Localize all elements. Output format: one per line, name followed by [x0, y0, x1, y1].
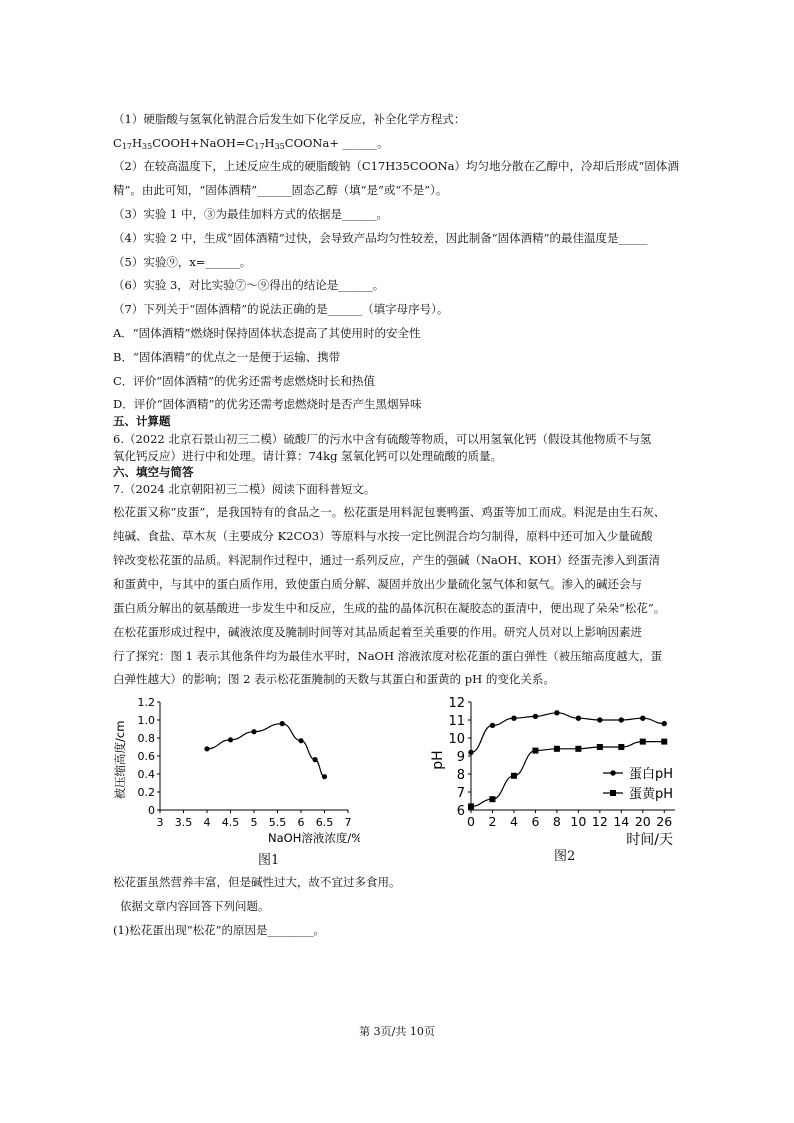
read-intro: 7.（2024 北京朝阳初三二模）阅读下面科普短文。	[113, 482, 376, 496]
page-footer: 第 3页/共 10页	[359, 1025, 435, 1038]
data-point	[511, 716, 516, 721]
figure-2-chart	[425, 690, 695, 850]
data-point	[490, 723, 495, 728]
x-tick-label: 4	[203, 816, 211, 829]
x-tick-label: 5	[250, 816, 258, 829]
passage-line: 和蛋黄中，与其中的蛋白质作用，致使蛋白质分解、凝固并放出少量硫化氢气体和氨气。渗入的碱还会与	[113, 577, 642, 591]
data-point	[532, 748, 538, 754]
q1-text: （1）硬脂酸与氢氧化钠混合后发生如下化学反应，补全化学方程式：	[113, 112, 466, 126]
q2-line1: （2）在较高温度下，上述反应生成的硬脂酸钠（C17H35COONa）均匀地分散在乙醇中，冷却后形成“固体酒	[113, 159, 679, 173]
q4-text: （4）实验 2 中，生成“固体酒精”过快，会导致产品均匀性较差，因此制备“固体酒精”的最佳温度是_____	[113, 231, 648, 245]
q5-text: （5）实验⑨，x=______。	[113, 255, 252, 269]
x-tick-label: 26	[656, 814, 673, 829]
data-point	[554, 746, 560, 752]
q6-text: （6）实验 3，对比实验⑦～⑨得出的结论是______。	[113, 278, 385, 292]
x-tick-label: 2	[488, 814, 497, 829]
passage-line: 锌改变松花蛋的品质。料泥制作过程中，通过一系列反应，产生的强碱（NaOH、KOH）经蛋壳渗入到蛋清	[113, 553, 661, 567]
calc-line1: 6.（2022 北京石景山初三二模）硫酸厂的污水中含有硫酸等物质，可以用氢氧化钙（假设其他物质不与氢	[113, 432, 652, 446]
data-point	[251, 729, 256, 734]
section-fill-heading: 六、填空与简答	[113, 465, 194, 479]
section-calc-heading: 五、计算题	[113, 414, 171, 428]
y-tick-label: 0.6	[137, 750, 155, 763]
data-point	[619, 717, 624, 722]
data-point	[280, 721, 285, 726]
figure-1-svg	[110, 690, 360, 850]
data-point	[640, 716, 645, 721]
data-point	[228, 737, 233, 742]
data-point	[511, 773, 517, 779]
passage-line: 纯碱、食盐、草木灰（主要成分 K2CO3）等原料与水按一定比例混合均匀制得，原料中还可加入少量硫酸	[113, 529, 653, 543]
data-point	[661, 739, 667, 745]
data-point	[468, 750, 473, 755]
figure-1-caption: 图1	[258, 853, 280, 868]
y-tick-label: 0.8	[137, 732, 155, 745]
x-tick-label: 6	[531, 814, 540, 829]
q7-text: （7）下列关于“固体酒精”的说法正确的是______（填字母序号）。	[113, 302, 449, 316]
y-tick-label: 0.4	[137, 768, 155, 781]
y-tick-label: 1.2	[137, 696, 155, 709]
y-tick-label: 6	[456, 804, 465, 819]
y-axis-label: pH	[430, 750, 446, 770]
data-point	[468, 803, 474, 809]
passage-line: 在松花蛋形成过程中，碱液浓度及腌制时间等对其品质起着至关重要的作用。研究人员对以上影响因素进	[113, 625, 642, 639]
x-tick-label: 0	[467, 814, 475, 829]
y-tick-label: 0	[148, 804, 155, 817]
data-point	[662, 721, 667, 726]
after-text: 松花蛋虽然营养丰富，但是碱性过大，故不宜过多食用。	[113, 875, 401, 889]
legend-marker	[610, 770, 615, 775]
x-tick-label: 3.5	[174, 816, 193, 829]
x-axis-label: 时间/天	[626, 832, 673, 848]
y-tick-label: 10	[448, 732, 465, 747]
figure-2-svg	[425, 690, 695, 850]
data-point	[554, 710, 559, 715]
data-point	[597, 717, 602, 722]
x-tick-label: 3	[156, 816, 164, 829]
y-tick-label: 1.0	[137, 714, 155, 727]
passage-line: 行了探究：图 1 表示其他条件均为最佳水平时，NaOH 溶液浓度对松花蛋的蛋白弹性（被压缩高度越大，蛋	[113, 649, 663, 663]
figure-1-chart	[110, 690, 360, 850]
data-point	[575, 746, 581, 752]
x-tick-label: 5.5	[268, 816, 287, 829]
y-tick-label: 7	[456, 786, 465, 801]
legend-label: 蛋白pH	[629, 767, 674, 782]
x-tick-label: 20	[634, 814, 651, 829]
calc-line2: 氧化钙反应）进行中和处理。请计算：74kg 氢氧化钙可以处理硫酸的质量。	[113, 449, 503, 463]
data-point	[640, 739, 646, 745]
passage-line: 松花蛋又称“皮蛋”，是我国特有的食品之一。松花蛋是用料泥包裹鸭蛋、鸡蛋等加工而成。料泥是由生石灰、	[113, 505, 666, 519]
instruction-text: 依据文章内容回答下列问题。	[120, 899, 270, 913]
y-axis-label: 被压缩高度/cm	[113, 720, 127, 800]
x-tick-label: 6.5	[315, 816, 334, 829]
passage-line: 蛋白质分解出的氨基酸进一步发生中和反应，生成的盐的晶体沉积在凝胶态的蛋清中，便出现了朵朵“松花”。	[113, 601, 666, 615]
x-tick-label: 10	[570, 814, 587, 829]
data-point	[489, 796, 495, 802]
data-point	[618, 744, 624, 750]
y-tick-label: 9	[456, 750, 465, 765]
y-tick-label: 11	[448, 714, 465, 729]
x-axis-label: NaOH溶液浓度/%	[268, 831, 360, 845]
q1-equation: $C_{17}H_{35}COOH+NaOH=C_{17}H_{35}COONa+$ ______。	[113, 136, 389, 151]
x-tick-label: 12	[591, 814, 608, 829]
q3-text: （3）实验 1 中，③为最佳加料方式的依据是______。	[113, 207, 388, 221]
series-line	[207, 724, 325, 777]
data-point	[313, 757, 318, 762]
x-tick-label: 14	[613, 814, 630, 829]
y-tick-label: 0.2	[137, 786, 155, 799]
q2-line2: 精”。由此可知，“固体酒精”______固态乙醇（填“是”或“不是”）。	[113, 183, 448, 197]
passage-line: 白弹性越大）的影响；图 2 表示松花蛋腌制的天数与其蛋白和蛋黄的 pH 的变化关系。	[113, 672, 555, 686]
x-tick-label: 4	[509, 814, 518, 829]
legend-label: 蛋黄pH	[629, 787, 674, 802]
y-tick-label: 12	[448, 696, 465, 711]
x-tick-label: 8	[552, 814, 561, 829]
y-tick-label: 8	[456, 768, 465, 783]
option-c: C．评价“固体酒精”的优劣还需考虑燃烧时长和热值	[113, 374, 376, 388]
data-point	[204, 746, 209, 751]
data-point	[298, 738, 303, 743]
series-line	[471, 713, 664, 753]
x-tick-label: 6	[297, 816, 305, 829]
data-point	[576, 716, 581, 721]
option-d: D．评价“固体酒精”的优劣还需考虑燃烧时是否产生黑烟异味	[113, 397, 422, 411]
sub-question-1: (1)松花蛋出现“松花”的原因是________。	[113, 923, 326, 937]
x-tick-label: 4.5	[221, 816, 240, 829]
option-b: B．“固体酒精”的优点之一是便于运输、携带	[113, 350, 341, 364]
x-tick-label: 7	[344, 816, 352, 829]
data-point	[533, 714, 538, 719]
legend-marker	[610, 790, 616, 796]
data-point	[597, 744, 603, 750]
option-a: A．“固体酒精”燃烧时保持固体状态提高了其使用时的安全性	[113, 326, 421, 340]
figure-2-caption: 图2	[554, 849, 576, 864]
data-point	[322, 774, 327, 779]
